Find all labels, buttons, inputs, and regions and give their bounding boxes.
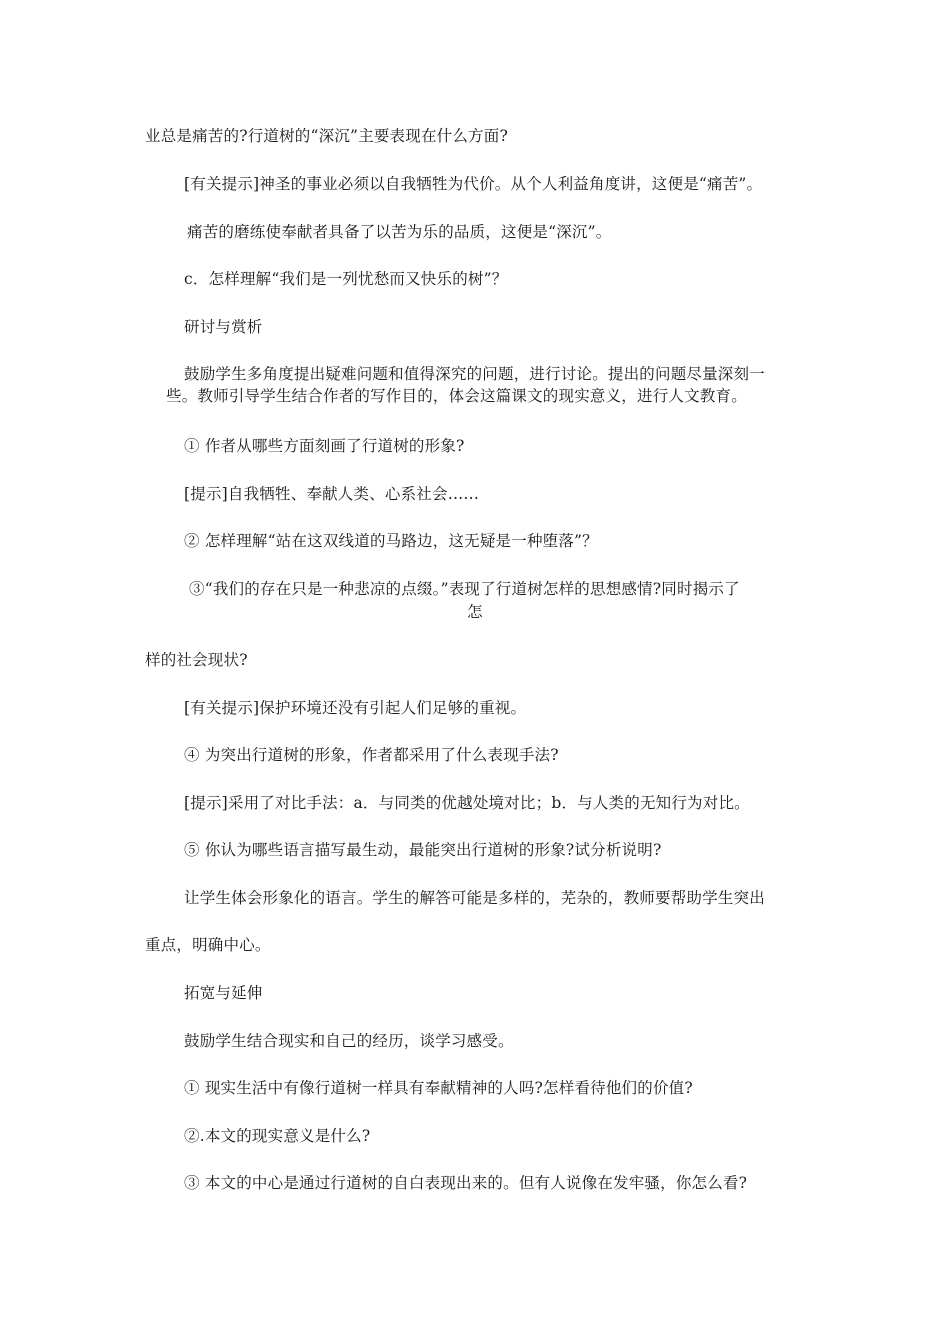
text-line-21: 鼓励学生结合现实和自己的经历，谈学习感受。 (184, 1032, 514, 1050)
section-heading-discussion: 研讨与赏析 (184, 318, 263, 336)
section-heading-extension: 拓宽与延伸 (184, 984, 263, 1002)
text-line-22: ① 现实生活中有像行道树一样具有奉献精神的人吗?怎样看待他们的价值? (184, 1079, 693, 1097)
text-line-16: [提示]采用了对比手法：a．与同类的优越处境对比；b．与人类的无知行为对比。 (184, 794, 750, 812)
text-line-4: c．怎样理解“我们是一列忧愁而又快乐的树”？ (184, 270, 508, 288)
text-line-8: ① 作者从哪些方面刻画了行道树的形象? (184, 437, 465, 455)
text-line-2: [有关提示]神圣的事业必须以自我牺牲为代价。从个人利益角度讲，这便是“痛苦”。 (184, 175, 763, 193)
text-line-7: 些。教师引导学生结合作者的写作目的，体会这篇课文的现实意义，进行人文教育。 (166, 387, 747, 405)
text-line-24: ③ 本文的中心是通过行道树的自白表现出来的。但有人说像在发牢骚，你怎么看? (184, 1174, 748, 1192)
text-line-17: ⑤ 你认为哪些语言描写最生动，最能突出行道树的形象?试分析说明? (184, 841, 662, 859)
text-line-23: ②.本文的现实意义是什么? (184, 1127, 371, 1145)
text-line-18: 让学生体会形象化的语言。学生的解答可能是多样的，芜杂的，教师要帮助学生突出 (184, 889, 765, 907)
text-line-9: [提示]自我牺牲、奉献人类、心系社会…… (184, 485, 480, 503)
text-line-10: ② 怎样理解“站在这双线道的马路边，这无疑是一种堕落”？ (184, 532, 598, 550)
text-line-3: 痛苦的磨练使奉献者具备了以苦为乐的品质，这便是“深沉”。 (187, 223, 612, 241)
text-line-15: ④ 为突出行道树的形象，作者都采用了什么表现手法? (184, 746, 559, 764)
text-line-11: ③“我们的存在只是一种悲凉的点缀。”表现了行道树怎样的思想感情?同时揭示了 (189, 580, 740, 598)
text-line-1: 业总是痛苦的?行道树的“深沉”主要表现在什么方面? (145, 127, 508, 145)
text-line-6: 鼓励学生多角度提出疑难问题和值得深究的问题，进行讨论。提出的问题尽量深刻一 (184, 365, 765, 383)
text-line-13: 样的社会现状? (145, 651, 248, 669)
text-line-14: [有关提示]保护环境还没有引起人们足够的重视。 (184, 699, 527, 717)
text-line-12: 怎 (467, 603, 483, 621)
text-line-19: 重点，明确中心。 (145, 936, 271, 954)
